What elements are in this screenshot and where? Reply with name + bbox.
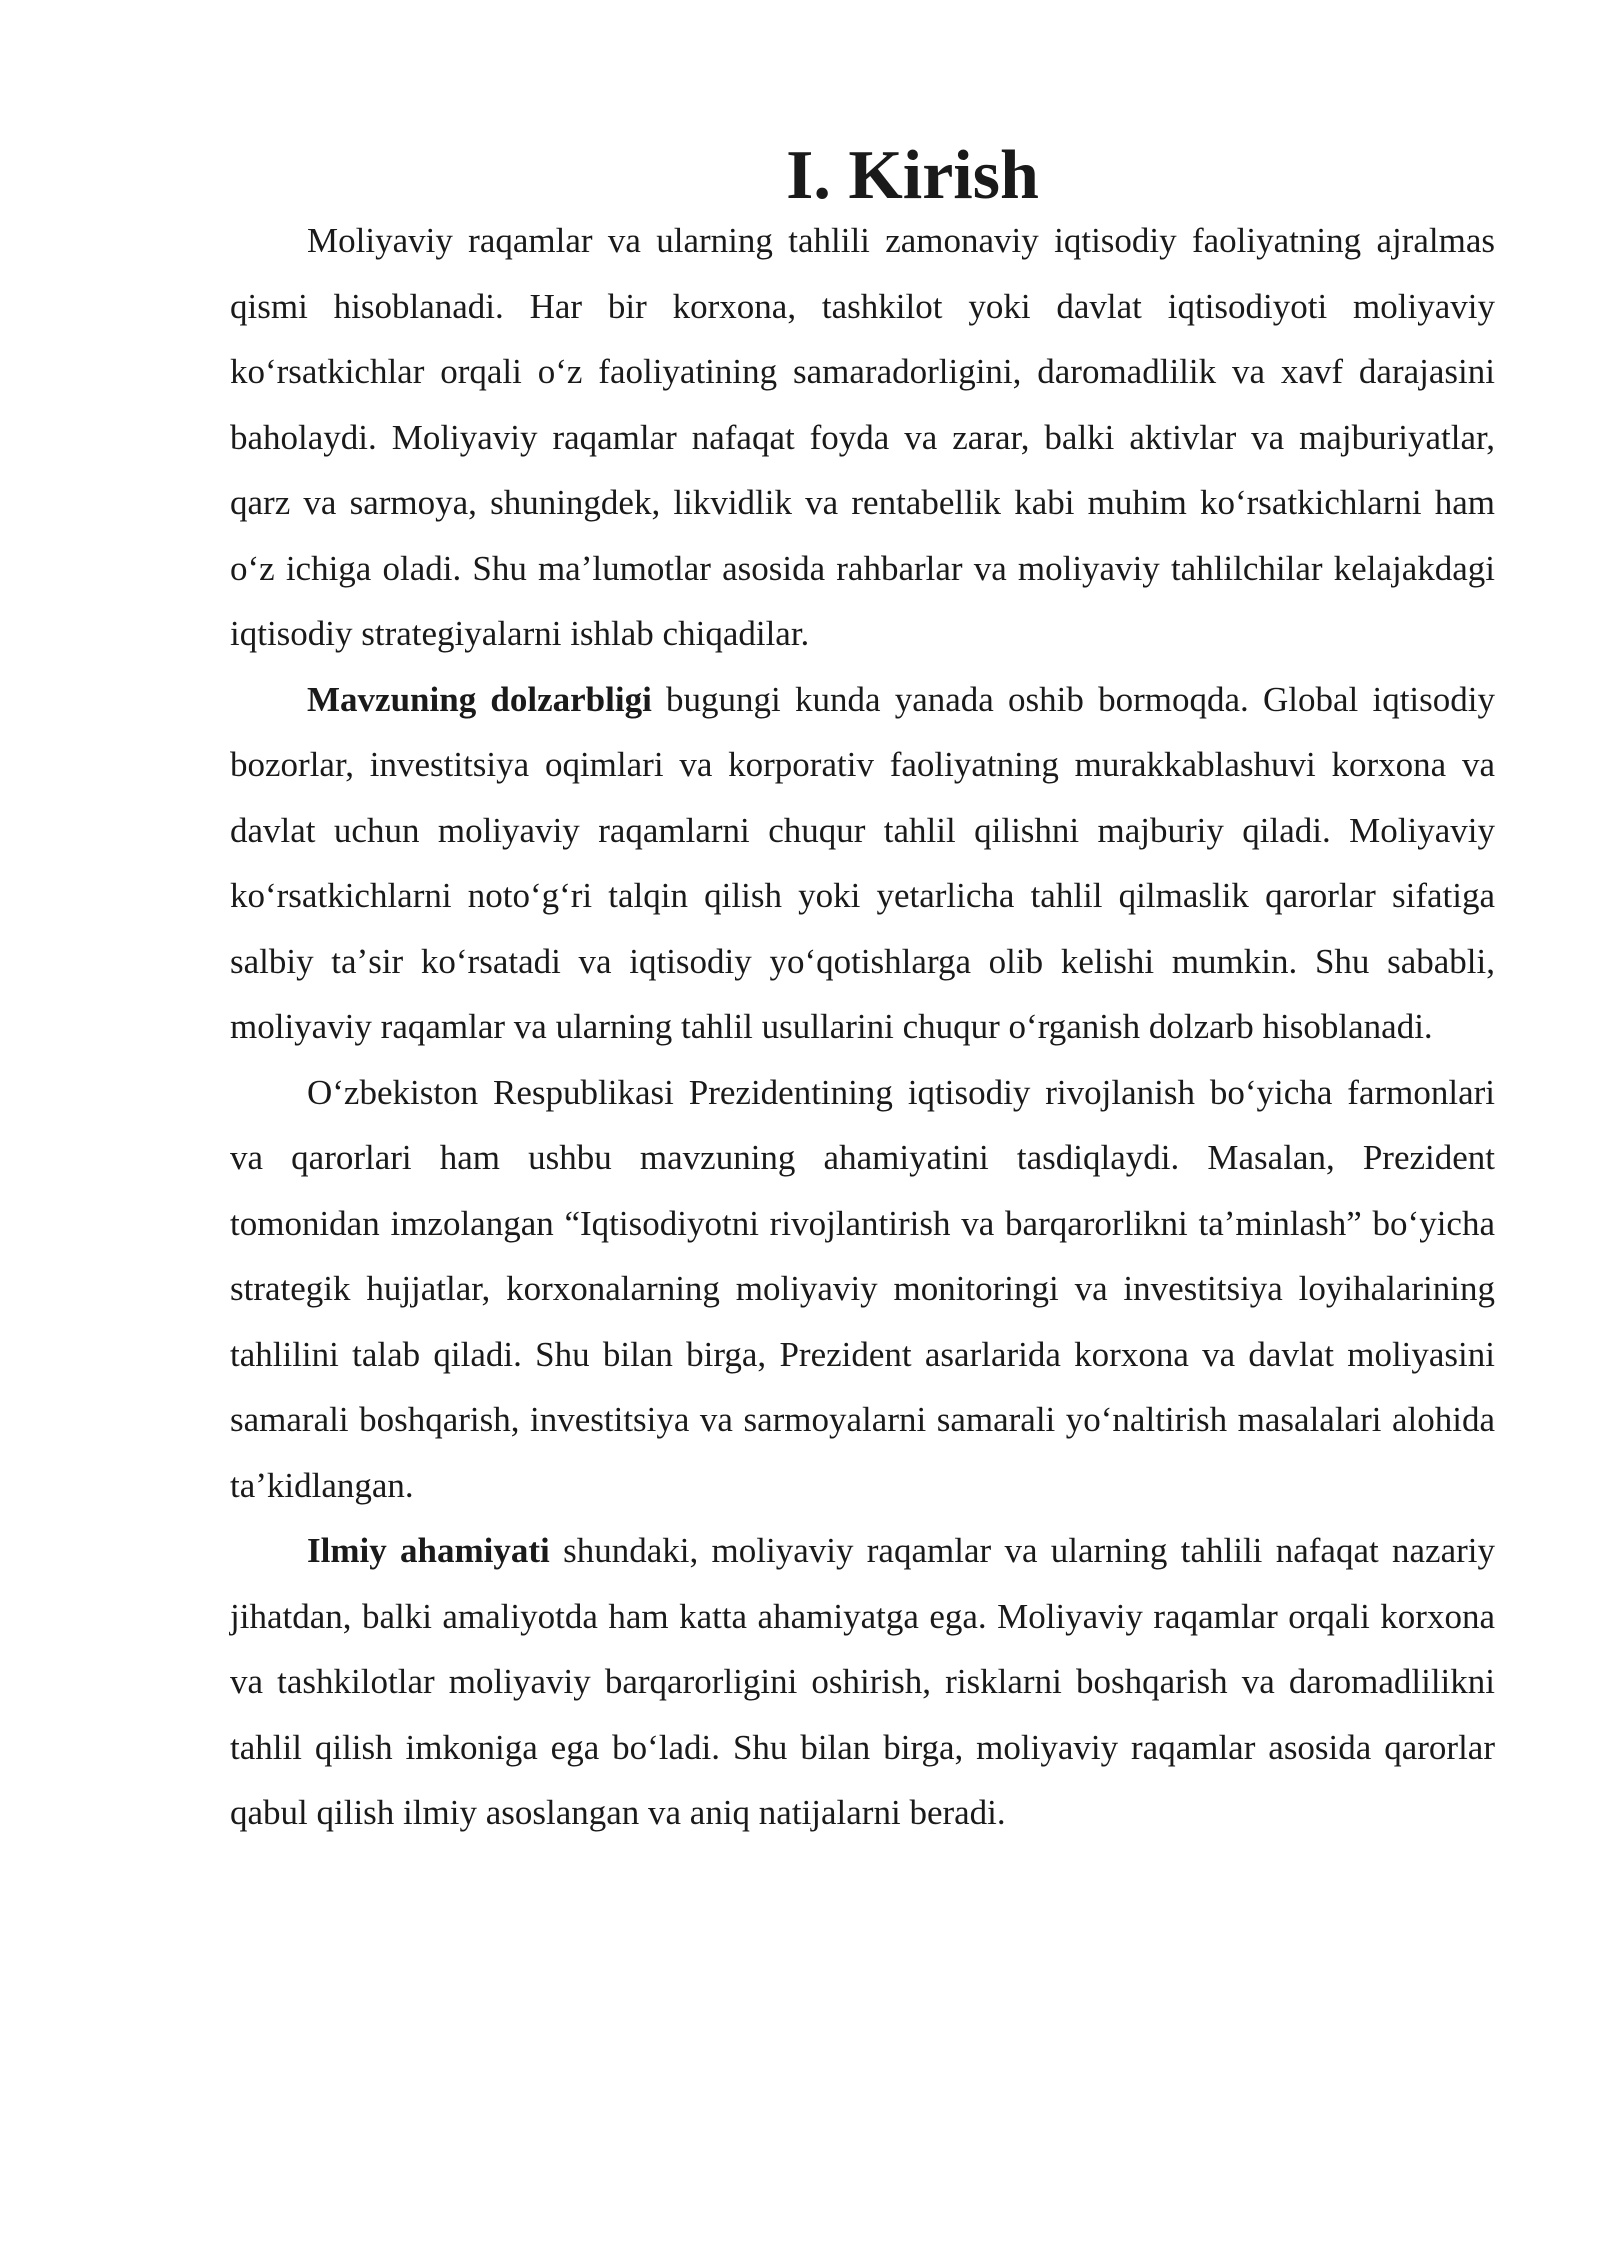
paragraph-text: Moliyaviy raqamlar va ularning tahlili zamonaviy iqtisodiy faoliyatning ajralmas qismi hisoblanadi. Har bir korxona, tashkilot yoki davlat iqtisodiyoti moliyaviy koʻrsatkichlar orqali oʻz faoliyatining samaradorligini, daromadlilik va xavf darajasini baholaydi. Moliyaviy raqamlar nafaqat foyda va zarar, balki aktivlar va majburiyatlar, qarz va sarmoya, shuningdek, likvidlik va rentabellik kabi muhim koʻrsatkichlarni ham oʻz ichiga oladi. Shu maʼlumotlar asosida rahbarlar va moliyaviy tahlilchilar kelajakdagi iqtisodiy strategiyalarni ishlab chiqadilar.: [230, 221, 1495, 653]
paragraph-text: Oʻzbekiston Respublikasi Prezidentining iqtisodiy rivojlanish boʻyicha farmonlari va qarorlari ham ushbu mavzuning ahamiyatini tasdiqlaydi. Masalan, Prezident tomonidan imzolangan “Iqtisodiyotni rivojlantirish va barqarorlikni taʼminlash” boʻyicha strategik hujjatlar, korxonalarning moliyaviy monitoringi va investitsiya loyihalarining tahlilini talab qiladi. Shu bilan birga, Prezident asarlarida korxona va davlat moliyasini samarali boshqarish, investitsiya va sarmoyalarni samarali yoʻnaltirish masalalari alohida taʼkidlangan.: [230, 1072, 1495, 1505]
document-page: [230, 137, 1495, 1846]
paragraph-scientific-significance: [230, 1518, 1495, 1846]
paragraph-relevance: [230, 667, 1495, 1060]
paragraph-introduction: [230, 208, 1495, 667]
paragraph-lead-bold: Mavzuning dolzarbligi: [307, 679, 652, 719]
paragraph-text: bugungi kunda yanada oshib bormoqda. Global iqtisodiy bozorlar, investitsiya oqimlari va korporativ faoliyatning murakkablashuvi korxona va davlat uchun moliyaviy raqamlarni chuqur tahlil qilishni majburiy qiladi. Moliyaviy koʻrsatkichlarni notoʻgʻri talqin qilish yoki yetarlicha tahlil qilmaslik qarorlar sifatiga salbiy taʼsir koʻrsatadi va iqtisodiy yoʻqotishlarga olib kelishi mumkin. Shu sababli, moliyaviy raqamlar va ularning tahlil usullarini chuqur oʻrganish dolzarb hisoblanadi.: [230, 679, 1495, 1046]
paragraph-text: shundaki, moliyaviy raqamlar va ularning tahlili nafaqat nazariy jihatdan, balki amaliyotda ham katta ahamiyatga ega. Moliyaviy raqamlar orqali korxona va tashkilotlar moliyaviy barqarorligini oshirish, risklarni boshqarish va daromadlilikni tahlil qilish imkoniga ega boʻladi. Shu bilan birga, moliyaviy raqamlar asosida qarorlar qabul qilish ilmiy asoslangan va aniq natijalarni beradi.: [230, 1531, 1495, 1832]
section-title: I. Kirish: [786, 137, 1039, 214]
paragraph-lead-bold: Ilmiy ahamiyati: [307, 1531, 550, 1570]
paragraph-presidential-decrees: [230, 1060, 1495, 1519]
